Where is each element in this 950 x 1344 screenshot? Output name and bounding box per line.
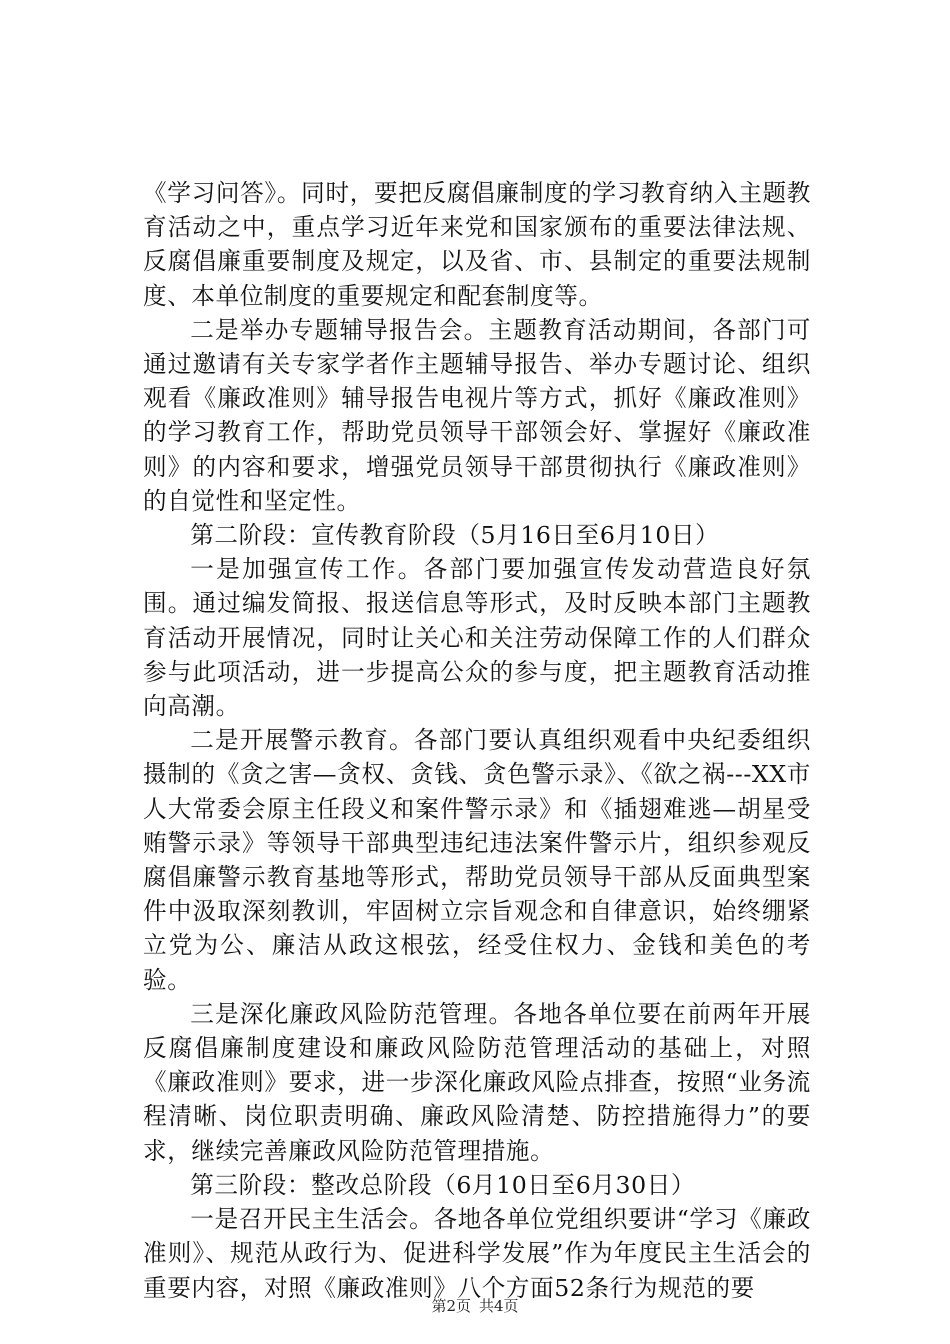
paragraph-publicity: 一是加强宣传工作。各部门要加强宣传发动营造良好氛围。通过编发简报、报送信息等形式，及时反映本部门主题教育活动开展情况，同时让关心和关注劳动保障工作的人们群众参与此项活动，进一步提高公众的参与度，把主题教育活动推向高潮。	[143, 555, 811, 721]
paragraph-democratic-meeting: 一是召开民主生活会。各地各单位党组织要讲“学习《廉政准则》、规范从政行为、促进科学发展”作为年度民主生活会的重要内容，对照《廉政准则》八个方面52条行为规范的要	[143, 1205, 811, 1302]
page-number: 第2页	[431, 1297, 471, 1315]
document-body	[143, 176, 811, 1305]
paragraph-risk-management: 三是深化廉政风险防范管理。各地各单位要在前两年开展反腐倡廉制度建设和廉政风险防范管理活动的基础上，对照《廉政准则》要求，进一步深化廉政风险点排查，按照“业务流程清晰、岗位职责明确、廉政风险清楚、防控措施得力”的要求，继续完善廉政风险防范管理措施。	[143, 999, 811, 1165]
section-heading-stage-three: 第三阶段：整改总阶段（6月10日至6月30日）	[190, 1170, 696, 1199]
paragraph-warning-education: 二是开展警示教育。各部门要认真组织观看中央纪委组织摄制的《贪之害—贪权、贪钱、贪色警示录》、《欲之祸---XX市人大常委会原主任段义和案件警示录》和《插翅难逃—胡星受贿警示录》等领导干部典型违纪违法案件警示片，组织参观反腐倡廉警示教育基地等形式，帮助党员领导干部从反面典型案件中汲取深刻教训，牢固树立宗旨观念和自律意识，始终绷紧立党为公、廉洁从政这根弦，经受住权力、金钱和美色的考验。	[143, 726, 811, 994]
page-footer	[0, 1296, 950, 1316]
section-heading-stage-two: 第二阶段：宣传教育阶段（5月16日至6月10日）	[190, 521, 720, 550]
page-total: 共4页	[479, 1297, 519, 1315]
paragraph-seminar: 二是举办专题辅导报告会。主题教育活动期间，各部门可通过邀请有关专家学者作主题辅导报告、举办专题讨论、组织观看《廉政准则》辅导报告电视片等方式，抓好《廉政准则》的学习教育工作，帮助党员领导干部领会好、掌握好《廉政准则》的内容和要求，增强党员领导干部贯彻执行《廉政准则》的自觉性和坚定性。	[143, 315, 811, 515]
paragraph-continuation: 《学习问答》。同时，要把反腐倡廉制度的学习教育纳入主题教育活动之中，重点学习近年来党和国家颁布的重要法律法规、反腐倡廉重要制度及规定，以及省、市、县制定的重要法规制度、本单位制度的重要规定和配套制度等。	[143, 179, 811, 310]
